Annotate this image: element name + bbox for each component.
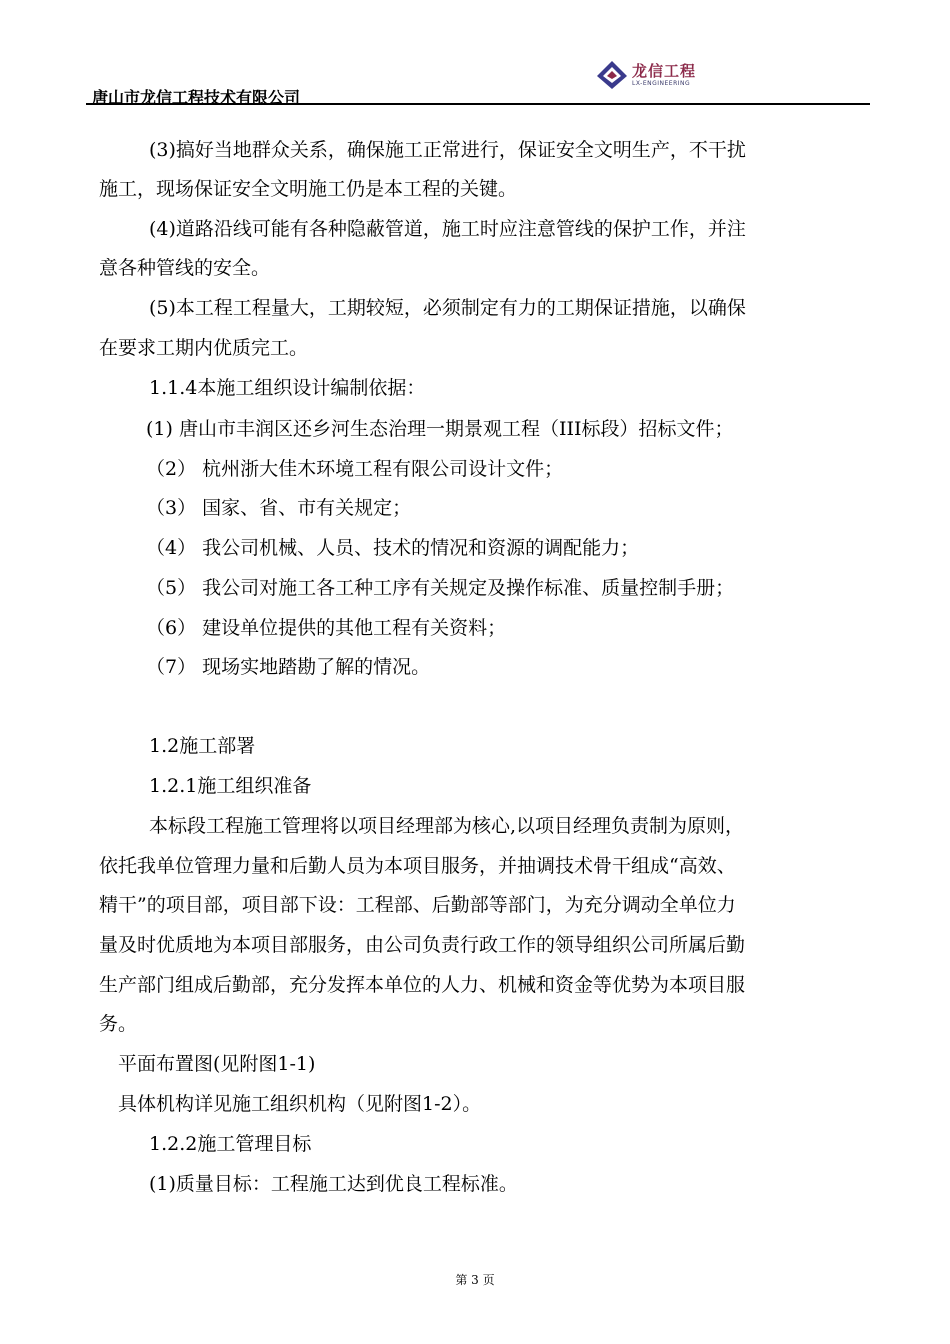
logo-name: 龙信工程 [632,62,697,80]
list-item: （2） 杭州浙大佳木环境工程有限公司设计文件； [146,458,564,480]
body-line: 依托我单位管理力量和后勤人员为本项目服务，并抽调技术骨干组成“高效、 [99,855,736,877]
diamond-logo-icon [596,60,628,90]
list-item: (1) 唐山市丰润区还乡河生态治理一期景观工程（III标段）招标文件； [146,418,734,440]
body-line: (3)搞好当地群众关系，确保施工正常进行，保证安全文明生产，不干扰 [149,139,746,161]
body-line: 意各种管线的安全。 [99,257,271,279]
list-item: （6） 建设单位提供的其他工程有关资料； [146,617,507,639]
body-line: 在要求工期内优质完工。 [99,337,309,359]
list-item: （7） 现场实地踏勘了解的情况。 [146,656,431,678]
body-line: 量及时优质地为本项目部服务，由公司负责行政工作的领导组织公司所属后勤 [99,934,746,956]
body-line: 本标段工程施工管理将以项目经理部为核心,以项目经理负责制为原则， [149,815,745,837]
body-line: 施工，现场保证安全文明施工仍是本工程的关键。 [99,178,518,200]
section-heading: 1.1.4本施工组织设计编制依据： [149,377,426,399]
company-name: 唐山市龙信工程技术有限公司 [92,88,301,107]
body-line: 具体机构详见施工组织机构（见附图1-2）。 [118,1093,482,1115]
list-item: （4） 我公司机械、人员、技术的情况和资源的调配能力； [146,537,640,559]
body-line: 务。 [99,1013,138,1035]
body-line: (4)道路沿线可能有各种隐蔽管道，施工时应注意管线的保护工作，并注 [149,218,746,240]
list-item: （5） 我公司对施工各工种工序有关规定及操作标准、质量控制手册； [146,577,735,599]
section-heading: 1.2.2施工管理目标 [149,1133,312,1155]
company-logo [596,58,706,94]
body-line: 平面布置图(见附图1-1) [118,1053,316,1075]
body-line: 生产部门组成后勤部，充分发挥本单位的人力、机械和资金等优势为本项目服 [99,974,746,996]
body-line: 精干”的项目部，项目部下设：工程部、后勤部等部门，为充分调动全单位力 [99,894,736,916]
list-item: （3） 国家、省、市有关规定； [146,497,412,519]
body-line: (1)质量目标：工程施工达到优良工程标准。 [149,1173,518,1195]
page-number: 第 3 页 [455,1273,495,1287]
body-line: (5)本工程工程量大，工期较短，必须制定有力的工期保证措施，以确保 [149,297,746,319]
section-heading: 1.2施工部署 [149,735,256,757]
section-heading: 1.2.1施工组织准备 [149,775,312,797]
header-divider [86,103,870,105]
logo-subtitle: LX-ENGINEERING [632,80,691,87]
